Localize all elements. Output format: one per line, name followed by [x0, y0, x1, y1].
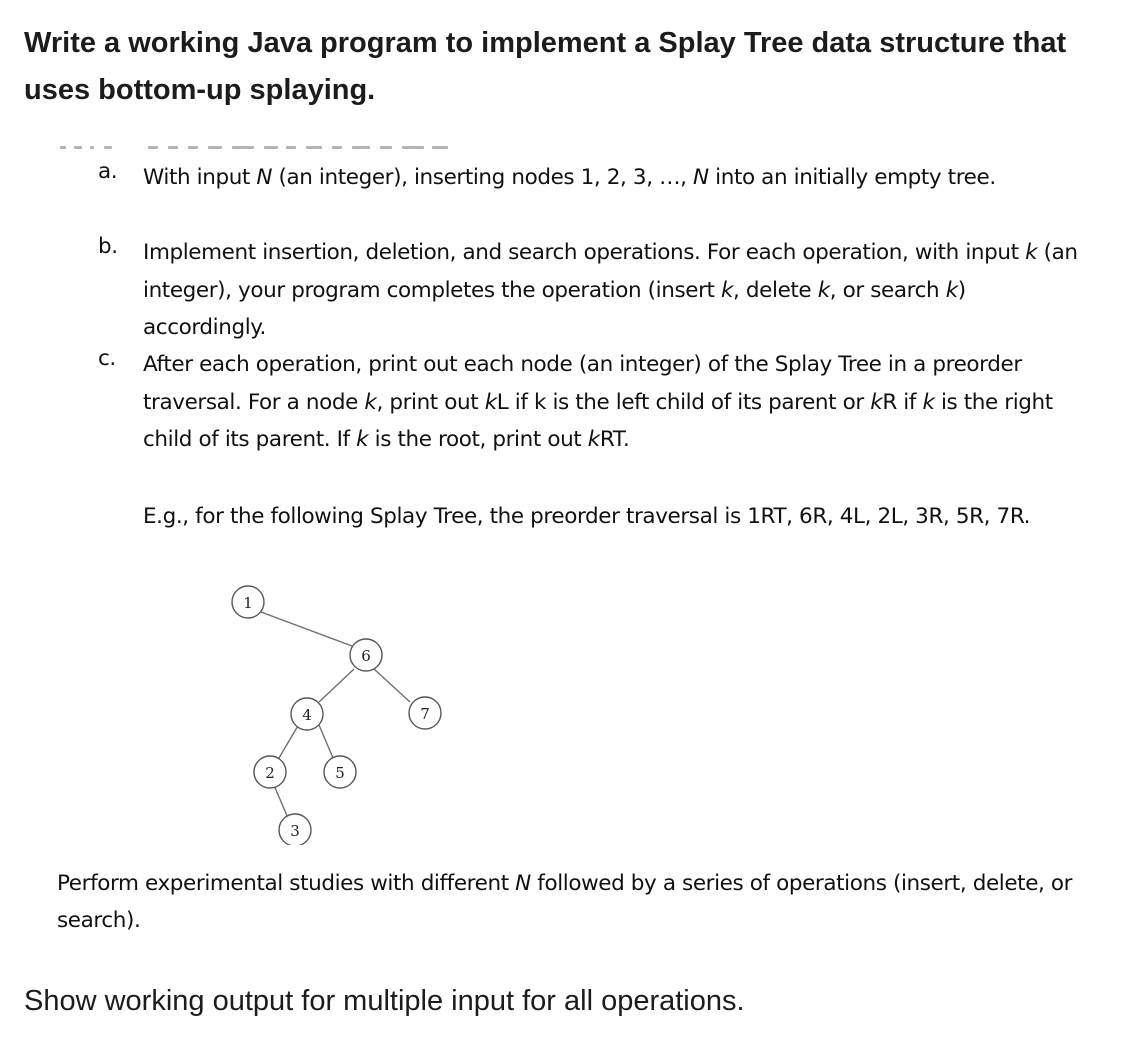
splay-tree-diagram [200, 575, 460, 845]
tree-node-label: 2 [265, 764, 275, 782]
list-marker: a. [98, 159, 118, 184]
example-text: E.g., for the following Splay Tree, the preorder traversal is 1RT, 6R, 4L, 2L, 3R, 5R, 7R. [143, 504, 1031, 529]
list-marker: b. [98, 234, 118, 259]
tree-node-label: 6 [361, 647, 371, 665]
list-item-text: After each operation, print out each node (an integer) of the Splay Tree in a preorder traversal. For a node k, print out kL if k is the left child of its parent or kR if k is the right child of its parent. If k is the root, print out kRT. [143, 352, 1053, 452]
list-item-text: Implement insertion, deletion, and search operations. For each operation, with input k (an integer), your program completes the operation (insert k, delete k, or search k) accordingly. [143, 240, 1078, 340]
tree-edge [273, 783, 288, 818]
tree-edge [374, 669, 410, 702]
tree-edge [319, 725, 333, 758]
perform-instructions: Perform experimental studies with different N followed by a series of operations (insert, delete, or search). [57, 871, 1073, 933]
tree-node-label: 5 [335, 764, 345, 782]
list-item-text: With input N (an integer), inserting nodes 1, 2, 3, …, N into an initially empty tree. [143, 165, 996, 190]
tree-node-label: 1 [243, 594, 253, 612]
tree-node-label: 3 [290, 822, 300, 840]
tree-node-label: 7 [420, 705, 430, 723]
footer-instruction: Show working output for multiple input for all operations. [24, 985, 745, 1017]
list-marker: c. [98, 346, 116, 371]
cut-off-line [60, 144, 450, 152]
question-heading: Write a working Java program to implement a Splay Tree data structure that uses bottom-up splaying. [24, 27, 1067, 106]
tree-node-label: 4 [302, 706, 312, 724]
tree-edge [319, 669, 354, 702]
tree-edge [279, 724, 299, 758]
tree-edge [261, 612, 352, 646]
